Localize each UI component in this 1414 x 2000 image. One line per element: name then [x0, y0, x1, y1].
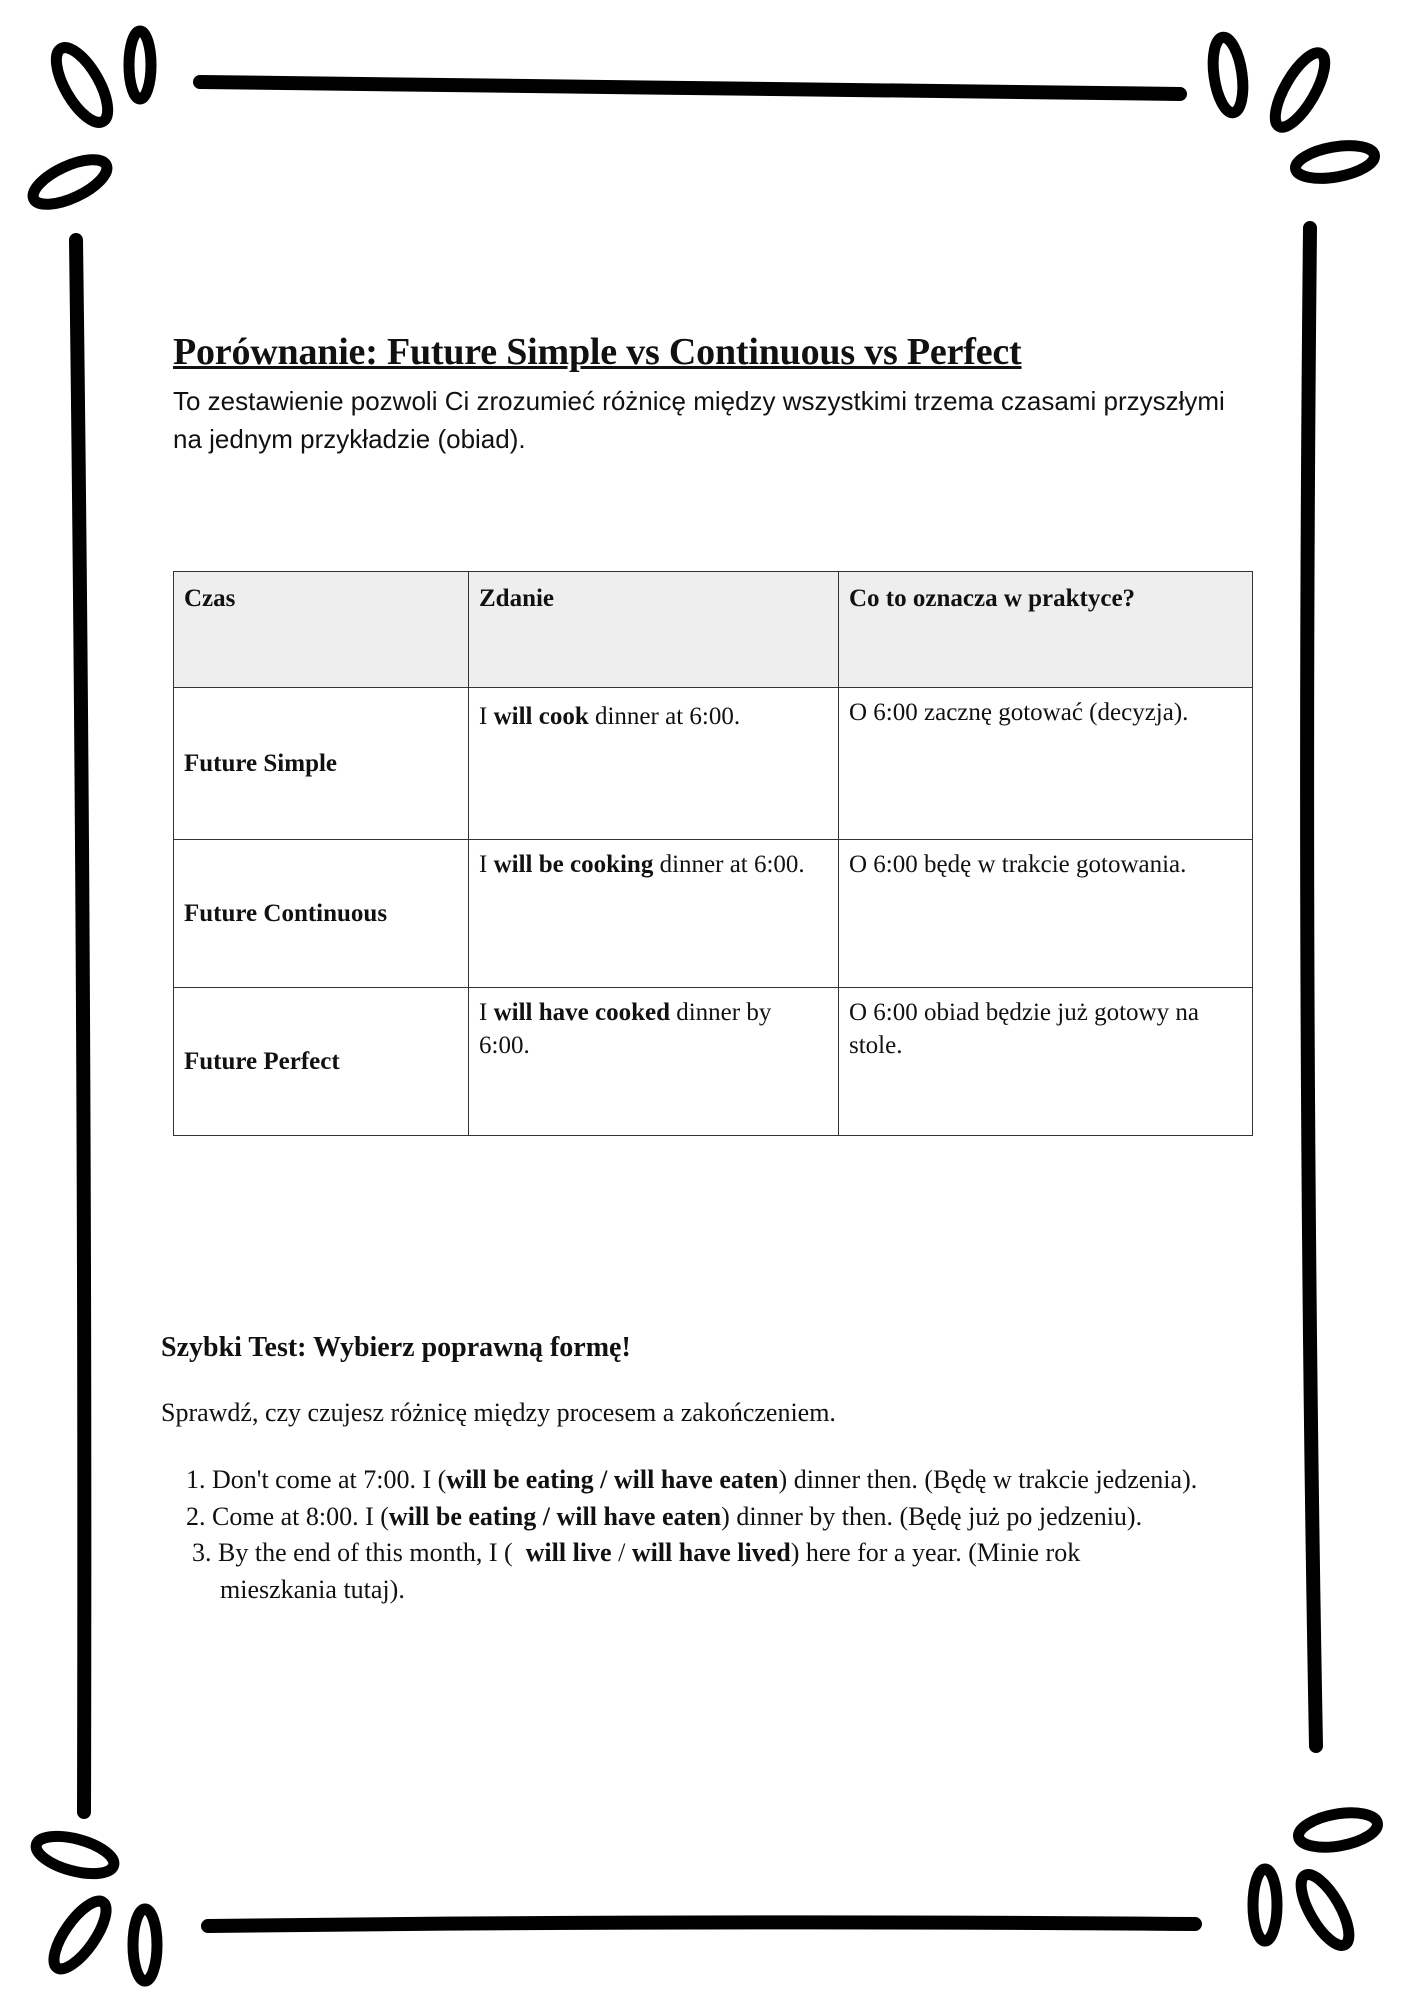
leaf-icon — [32, 1829, 118, 1881]
leaf-icon — [1292, 1868, 1358, 1952]
sentence-cell: I will be cooking dinner at 6:00. — [469, 840, 839, 988]
border-line-top — [200, 82, 1180, 94]
border-line-left — [76, 240, 84, 1812]
leaf-icon — [1293, 140, 1377, 183]
meaning-cell: O 6:00 będę w trakcie gotowania. — [839, 840, 1253, 988]
meaning-cell: O 6:00 obiad będzie już gotowy na stole. — [839, 988, 1253, 1136]
page-title: Porównanie: Future Simple vs Continuous vs Perfect — [173, 331, 1022, 373]
leaf-icon — [27, 151, 113, 214]
table-row — [174, 988, 1253, 1136]
leaf-icon — [133, 1909, 157, 1981]
test-list — [172, 1462, 1202, 1608]
sentence-cell: I will cook dinner at 6:00. — [469, 688, 839, 840]
header-czas: Czas — [174, 572, 469, 688]
border-line-right — [1307, 228, 1316, 1746]
list-item: 3. By the end of this month, I ( will live / will have lived) here for a year. (Minie rok mieszkania tutaj). — [192, 1538, 1081, 1604]
leaf-icon — [46, 40, 117, 130]
test-intro: Sprawdź, czy czujesz różnicę między procesem a zakończeniem. — [161, 1398, 836, 1427]
border-line-bottom — [208, 1922, 1195, 1926]
leaf-icon — [1209, 35, 1247, 114]
tense-cell: Future Continuous — [174, 840, 469, 988]
tense-cell: Future Perfect — [174, 988, 469, 1136]
list-item: 1. Don't come at 7:00. I (will be eating / will have eaten) dinner then. (Będę w trakcie jedzenia). — [186, 1465, 1198, 1494]
tense-cell: Future Simple — [174, 688, 469, 840]
table-header-row — [174, 572, 1253, 688]
test-heading: Szybki Test: Wybierz poprawną formę! — [161, 1332, 631, 1363]
leaf-icon — [45, 1894, 115, 1977]
leaf-icon — [1266, 46, 1334, 134]
table-row — [174, 840, 1253, 988]
header-meaning: Co to oznacza w praktyce? — [839, 572, 1253, 688]
table-row — [174, 688, 1253, 840]
leaf-icon — [1296, 1807, 1380, 1852]
meaning-cell: O 6:00 zacznę gotować (decyzja). — [839, 688, 1253, 840]
comparison-table — [173, 571, 1253, 1136]
sentence-cell: I will have cooked dinner by 6:00. — [469, 988, 839, 1136]
subtitle: To zestawienie pozwoli Ci zrozumieć różnicę między wszystkimi trzema czasami przyszłymi na jednym przykładzie (obiad). — [173, 386, 1225, 454]
header-zdanie: Zdanie — [469, 572, 839, 688]
leaf-icon — [1253, 1869, 1277, 1941]
list-item: 2. Come at 8:00. I (will be eating / will have eaten) dinner by then. (Będę już po jedzeniu). — [186, 1501, 1143, 1531]
leaf-icon — [129, 31, 151, 99]
